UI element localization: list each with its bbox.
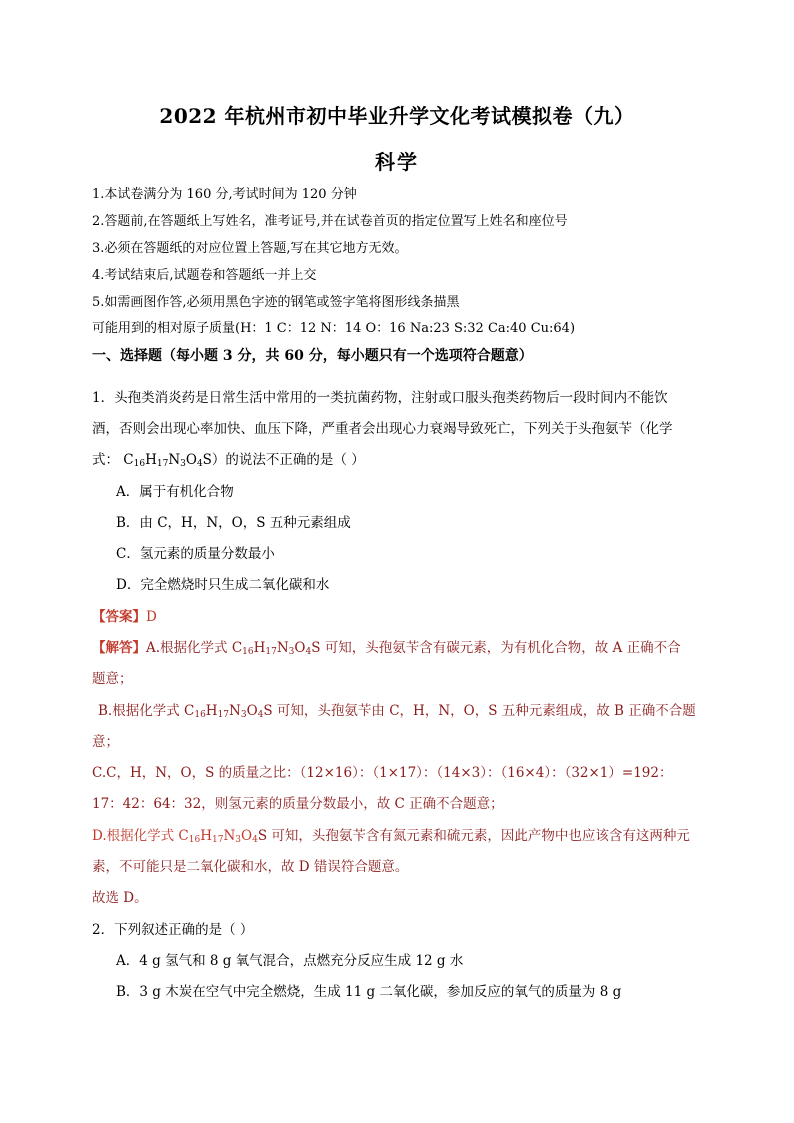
q1-analysis-d-line-1 — [92, 827, 732, 845]
analysis-b-suffix: S 可知，头孢氨苄由 C，H，N，O，S 五种元素组成，故 B 正确不合题 — [263, 703, 696, 719]
q1-option-d: D．完全燃烧时只生成二氧化碳和水 — [116, 577, 330, 593]
formula-h-count: 17 — [212, 835, 224, 845]
section-title: 一、选择题（每小题 3 分，共 60 分，每小题只有一个选项符合题意） — [92, 348, 533, 364]
q2-stem: 2．下列叙述正确的是（ ） — [92, 922, 254, 938]
q1-stem-prefix: 式： C — [92, 452, 134, 468]
formula-c-count: 16 — [188, 835, 201, 845]
q1-analysis-c-line-2: 17：42：64：32，则氢元素的质量分数最小，故 C 正确不合题意； — [92, 796, 504, 812]
q1-conclusion: 故选 D。 — [92, 890, 148, 906]
formula-o: O — [241, 828, 253, 844]
q1-analysis-b-line-1 — [98, 702, 738, 720]
answer-value: D — [146, 609, 157, 625]
formula-o-count: 4 — [196, 459, 203, 469]
formula-n: N — [168, 452, 181, 468]
analysis-a-prefix: A.根据化学式 C — [146, 640, 243, 656]
q1-stem-suffix: S）的说法不正确的是（ ） — [202, 452, 365, 468]
q1-stem-line-2: 酒，否则会出现心率加快、血压下降，严重者会出现心力衰竭导致死亡，下列关于头孢氨苄（化学 — [92, 421, 673, 437]
q1-option-a: A．属于有机化合物 — [116, 484, 234, 500]
note-2: 2.答题前,在答题纸上写姓名，准考证号,并在试卷首页的指定位置写上姓名和座位号 — [92, 214, 568, 229]
analysis-a-suffix: S 可知，头孢氨苄含有碳元素，为有机化合物，故 A 正确不合 — [311, 640, 681, 656]
formula-o: O — [246, 703, 258, 719]
formula-h-count: 17 — [265, 647, 277, 657]
formula-n-count: 3 — [288, 647, 295, 657]
q2-option-b: B．3 g 木炭在空气中完全燃烧，生成 11 g 二氧化碳，参加反应的氧气的质量为 8 g — [116, 984, 622, 1000]
q1-option-b: B．由 C，H，N，O，S 五种元素组成 — [116, 515, 351, 531]
exam-title: 2022 年杭州市初中毕业升学文化考试模拟卷（九） — [159, 104, 635, 128]
note-5: 5.如需画图作答,必须用黑色字迹的钢笔或签字笔将图形线条描黑 — [92, 295, 460, 310]
formula-n-count: 3 — [180, 459, 186, 469]
q1-stem-line-3 — [92, 451, 732, 469]
formula-h: H — [200, 828, 212, 844]
formula-h: H — [253, 640, 266, 656]
formula-o-count: 4 — [257, 710, 264, 720]
formula-h: H — [145, 452, 157, 468]
formula-n-count: 3 — [235, 835, 241, 845]
analysis-d-prefix: D.根据化学式 C — [92, 828, 189, 844]
exam-subject: 科学 — [375, 150, 419, 174]
formula-c-count: 16 — [242, 647, 254, 657]
formula-o: O — [294, 640, 306, 656]
atomic-mass-note: 可能用到的相对原子质量(H：1 C：12 N：14 O：16 Na:23 S:32 Ca:40 Cu:64) — [92, 321, 576, 336]
q1-option-c: C．氢元素的质量分数最小 — [116, 546, 275, 562]
analysis-b-prefix: B.根据化学式 C — [98, 703, 195, 719]
note-1: 1.本试卷满分为 160 分,考试时间为 120 分钟 — [92, 187, 357, 202]
analysis-label: 【解答】 — [92, 640, 146, 656]
q1-answer — [92, 608, 732, 626]
q1-analysis-a-line-1 — [92, 639, 732, 657]
answer-label: 【答案】 — [92, 609, 146, 625]
analysis-d-suffix: S 可知，头孢氨苄含有氮元素和硫元素，因此产物中也应该含有这两种元 — [257, 828, 690, 844]
formula-o-count: 4 — [252, 835, 258, 845]
q1-analysis-a-line-2: 题意； — [92, 671, 133, 687]
note-3: 3.必须在答题纸的对应位置上答题,写在其它地方无效。 — [92, 241, 408, 256]
q2-option-a: A．4 g 氢气和 8 g 氧气混合，点燃充分反应生成 12 g 水 — [116, 953, 464, 969]
formula-h-count: 17 — [217, 710, 230, 720]
formula-c-count: 16 — [194, 710, 206, 720]
q1-analysis-d-line-2: 素，不可能只是二氧化碳和水，故 D 错误符合题意。 — [92, 859, 409, 875]
formula-o: O — [185, 452, 197, 468]
formula-n: N — [276, 640, 289, 656]
formula-n: N — [229, 703, 241, 719]
q1-stem-line-1: 1．头孢类消炎药是日常生活中常用的一类抗菌药物，注射或口服头孢类药物后一段时间内不能饮 — [92, 390, 668, 406]
formula-n-count: 3 — [240, 710, 247, 720]
formula-n: N — [223, 828, 236, 844]
formula-o-count: 4 — [305, 647, 312, 657]
q1-analysis-c-line-1: C.C，H，N，O，S 的质量之比：（12×16）：（1×17）：（14×3）：（16×4）：（32×1）=192： — [92, 765, 673, 781]
formula-h-count: 17 — [156, 459, 169, 469]
formula-h: H — [205, 703, 218, 719]
formula-c-count: 16 — [133, 459, 146, 469]
note-4: 4.考试结束后,试题卷和答题纸一并上交 — [92, 268, 317, 283]
q1-analysis-b-line-2: 意； — [92, 734, 119, 750]
